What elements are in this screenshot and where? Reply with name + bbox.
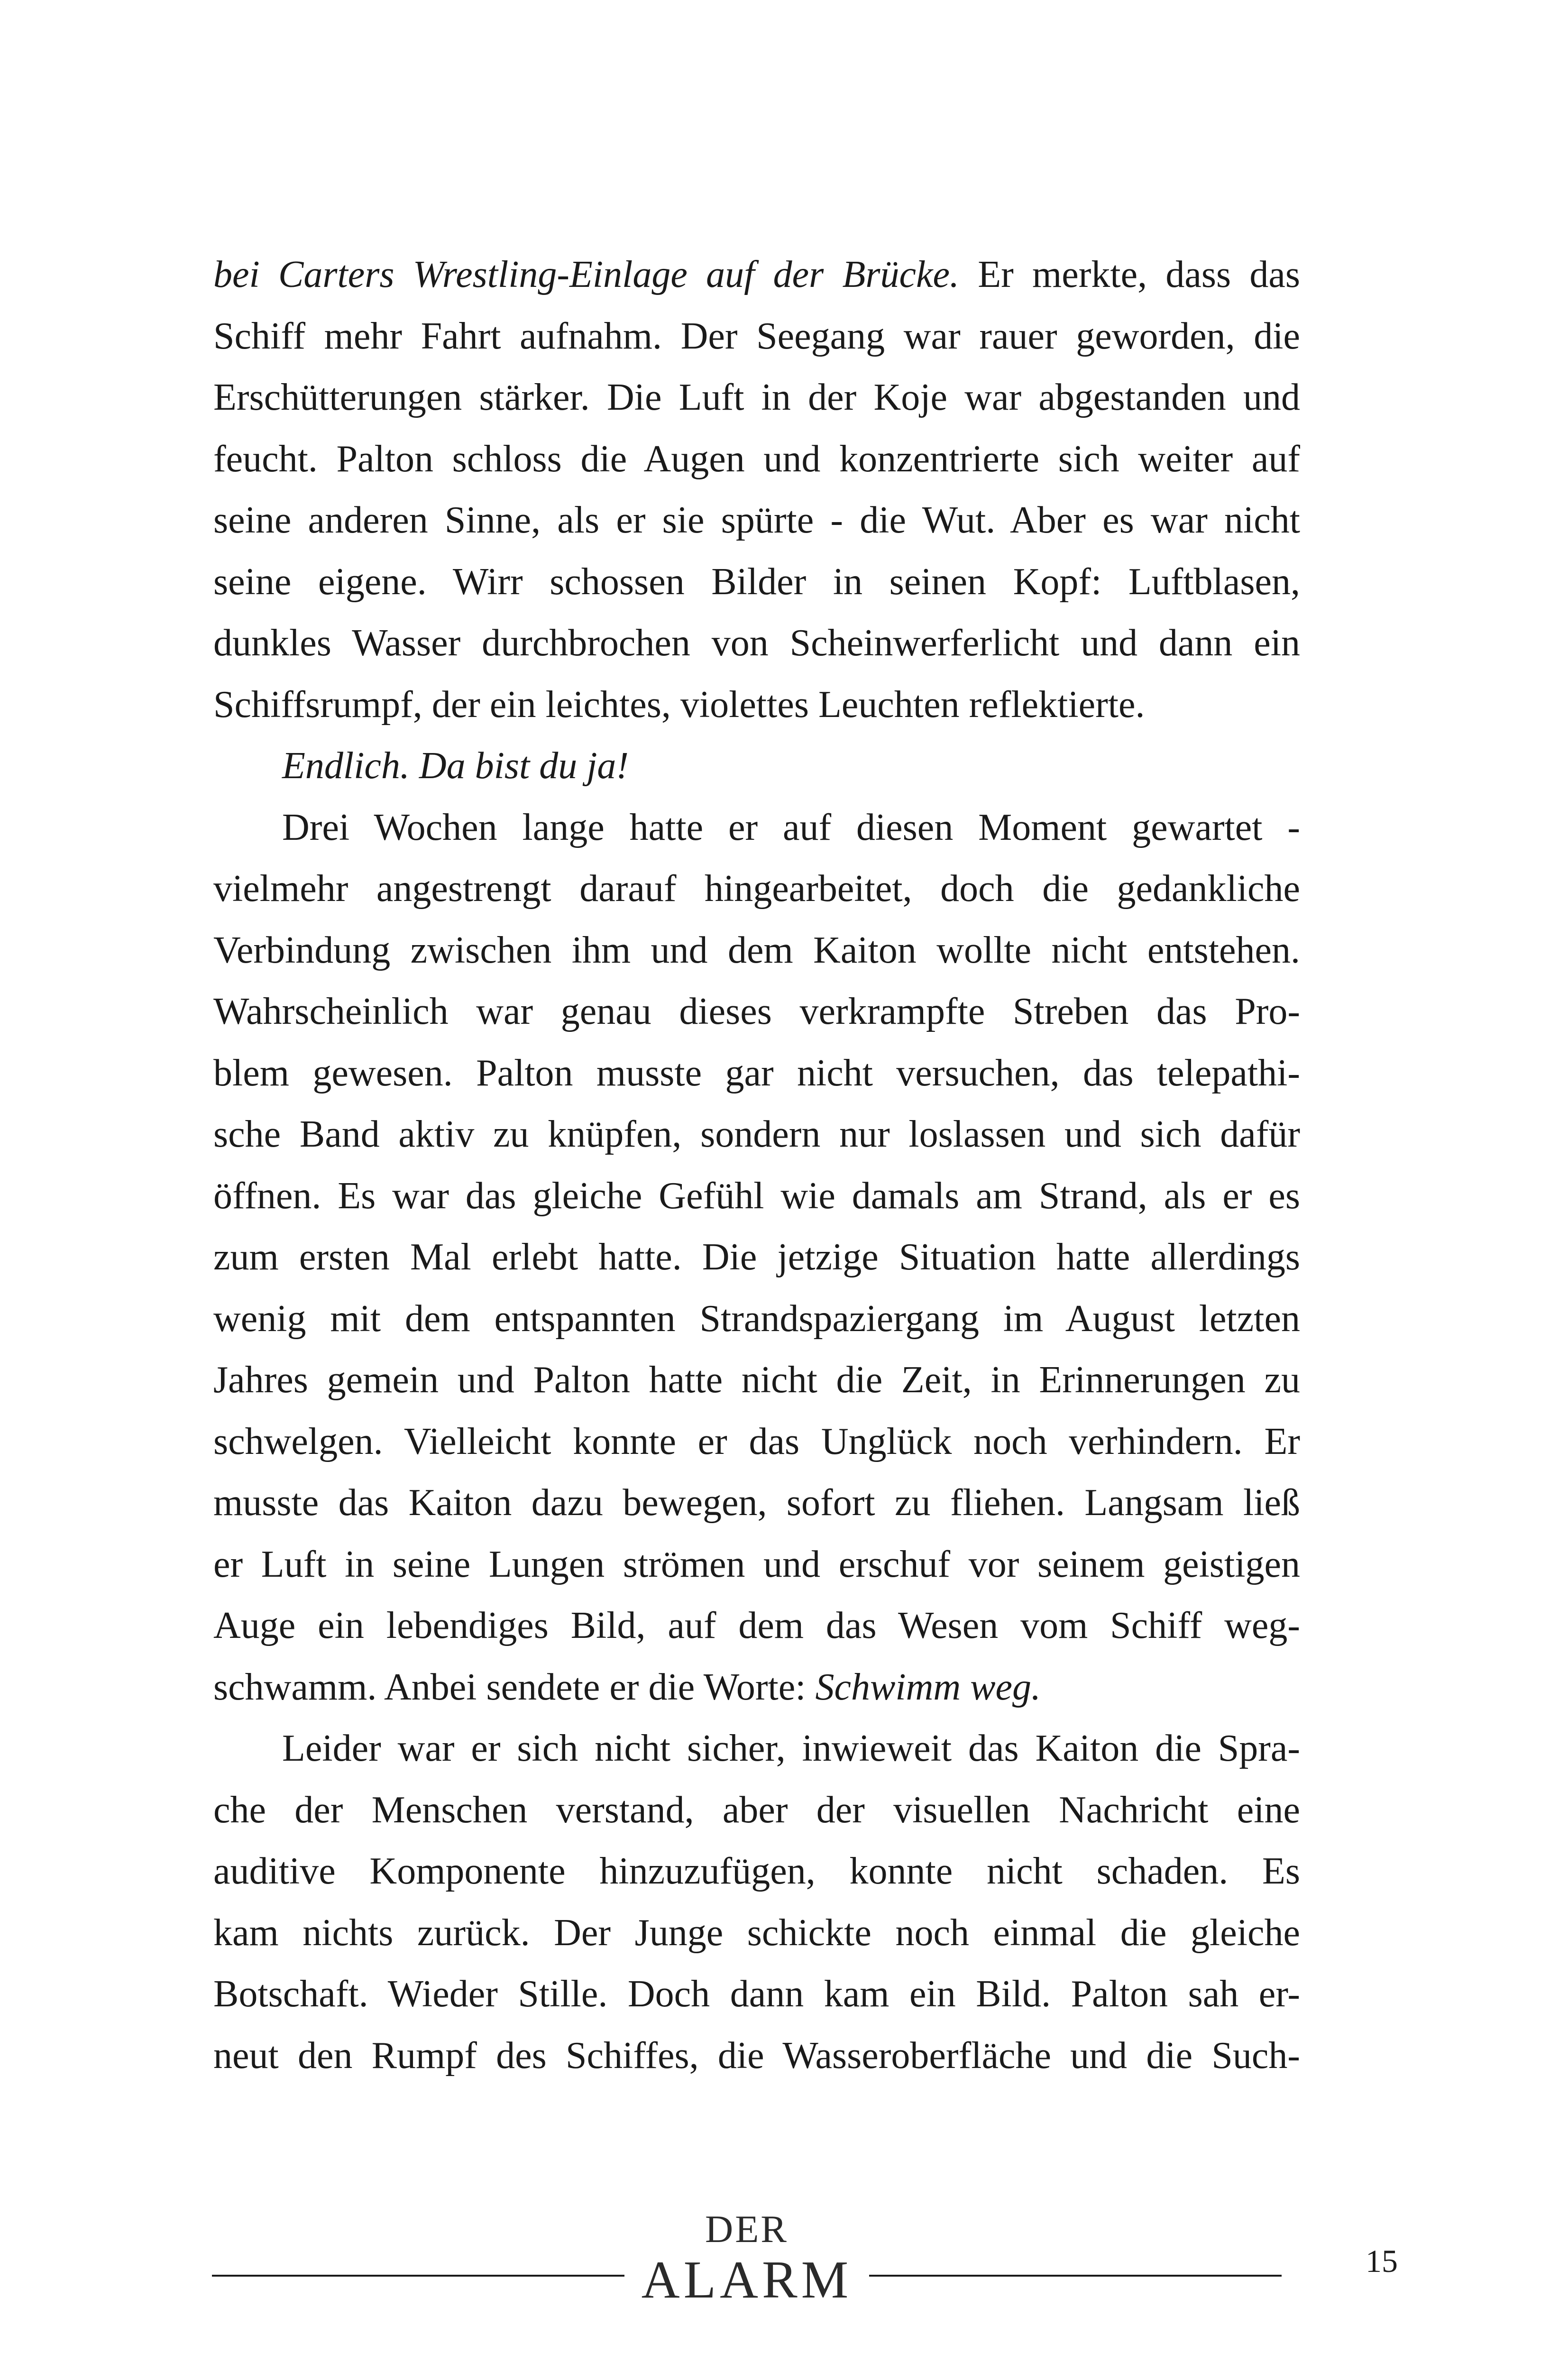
text-line [213, 1964, 1300, 2025]
text-span: vielmehr angestrengt darauf hingearbeitet, doch die gedankliche [213, 868, 1300, 910]
text-line [213, 1657, 1300, 1719]
text-span: che der Menschen verstand, aber der visuellen Nachricht eine [213, 1789, 1300, 1831]
text-line [213, 1043, 1300, 1104]
text-span: sche Band aktiv zu knüpfen, sondern nur loslassen und sich dafür [213, 1113, 1300, 1155]
italic-span: bei Carters Wrestling-Einlage auf der Brücke. [213, 254, 960, 295]
logo-bottom-word: ALARM [641, 2251, 853, 2309]
text-span: wenig mit dem entspannten Strandspaziergang im August letzten [213, 1297, 1300, 1340]
footer-rule-left [212, 2275, 624, 2277]
text-line [213, 244, 1300, 306]
text-line [213, 1411, 1300, 1473]
page-body-text [213, 244, 1300, 2086]
text-span: dunkles Wasser durchbrochen von Scheinwerferlicht und dann ein [213, 622, 1300, 664]
text-span: neut den Rumpf des Schiffes, die Wasseroberfläche und die Such- [213, 2034, 1300, 2077]
text-line [213, 1104, 1300, 1166]
text-span: musste das Kaiton dazu bewegen, sofort zu fliehen. Langsam ließ [213, 1482, 1300, 1524]
text-line [213, 1718, 1300, 1780]
text-line [213, 429, 1300, 490]
text-span: auditive Komponente hinzuzufügen, konnte nicht schaden. Es [213, 1850, 1300, 1892]
text-span: Auge ein lebendiges Bild, auf dem das Wesen vom Schiff weg- [213, 1605, 1300, 1646]
logo-top-word: DER [705, 2207, 789, 2251]
text-line [213, 920, 1300, 982]
text-line [213, 858, 1300, 920]
text-span: kam nichts zurück. Der Junge schickte noch einmal die gleiche [213, 1912, 1300, 1954]
text-span: Schiff mehr Fahrt aufnahm. Der Seegang war rauer geworden, die [213, 315, 1300, 357]
text-line [213, 2025, 1300, 2087]
text-span: Schiffsrumpf, der ein leichtes, violettes Leuchten reflektierte. [213, 683, 1145, 726]
text-line [213, 981, 1300, 1043]
text-line [213, 1780, 1300, 1841]
text-line [213, 1534, 1300, 1596]
text-line [213, 306, 1300, 368]
text-span: Drei Wochen lange hatte er auf diesen Moment gewartet - [282, 806, 1300, 848]
footer-rule-right [869, 2275, 1282, 2277]
text-line [213, 1841, 1300, 1902]
text-span: er Luft in seine Lungen strömen und erschuf vor seinem geistigen [213, 1543, 1300, 1585]
book-title-logo [631, 2207, 863, 2309]
text-span: schwamm. Anbei sendete er die Worte: [213, 1666, 816, 1708]
text-span: seine anderen Sinne, als er sie spürte - die Wut. Aber es war nicht [213, 499, 1300, 541]
page-number: 15 [1366, 2243, 1398, 2279]
text-span: seine eigene. Wirr schossen Bilder in seinen Kopf: Luftblasen, [213, 561, 1300, 603]
text-span: Wahrscheinlich war genau dieses verkrampfte Streben das Pro- [213, 991, 1300, 1032]
italic-span: Endlich. Da bist du ja! [282, 745, 629, 787]
text-line [213, 490, 1300, 551]
text-span: Verbindung zwischen ihm und dem Kaiton wollte nicht entstehen. [213, 929, 1300, 971]
text-line [213, 1472, 1300, 1534]
text-line [213, 551, 1300, 613]
text-line [213, 1350, 1300, 1411]
text-line [213, 797, 1300, 859]
text-line [213, 674, 1300, 736]
text-line [213, 1595, 1300, 1657]
text-line [213, 367, 1300, 429]
text-line [213, 1166, 1300, 1227]
text-span: Er merkte, dass das [959, 254, 1301, 295]
text-span: zum ersten Mal erlebt hatte. Die jetzige Situation hatte allerdings [213, 1236, 1300, 1278]
text-span: Botschaft. Wieder Stille. Doch dann kam ein Bild. Palton sah er- [213, 1973, 1300, 2015]
text-span: schwelgen. Vielleicht konnte er das Unglück noch verhindern. Er [213, 1420, 1300, 1462]
text-span: öffnen. Es war das gleiche Gefühl wie damals am Strand, als er es [213, 1175, 1300, 1217]
text-line [213, 613, 1300, 674]
text-span: Leider war er sich nicht sicher, inwieweit das Kaiton die Spra- [282, 1728, 1300, 1769]
text-span: Jahres gemein und Palton hatte nicht die Zeit, in Erinnerungen zu [213, 1359, 1300, 1401]
text-line [213, 735, 1300, 797]
text-line [213, 1227, 1300, 1288]
text-span: blem gewesen. Palton musste gar nicht versuchen, das telepathi- [213, 1052, 1300, 1094]
italic-span: Schwimm weg. [815, 1666, 1041, 1708]
text-line [213, 1288, 1300, 1350]
text-span: Erschütterungen stärker. Die Luft in der Koje war abgestanden und [213, 377, 1300, 418]
text-span: feucht. Palton schloss die Augen und konzentrierte sich weiter auf [213, 438, 1300, 480]
text-line [213, 1902, 1300, 1964]
